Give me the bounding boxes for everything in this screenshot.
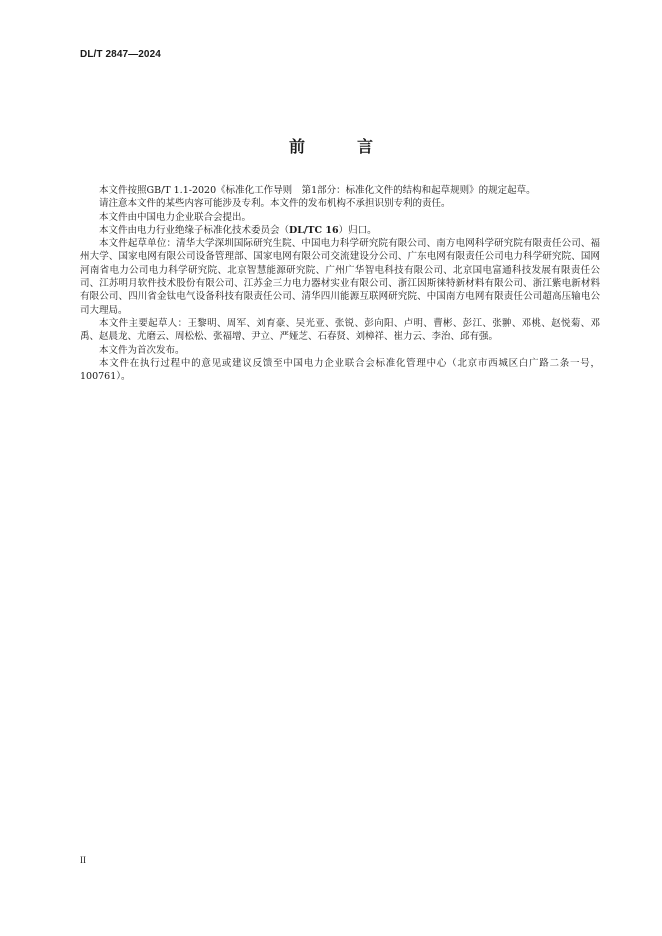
committee-code: DL/TC 16 (289, 224, 339, 236)
paragraph-drafting-rules: 本文件按照GB/T 1.1-2020《标准化工作导则 第1部分：标准化文件的结构和起草规则》的规定起草。 (99, 185, 536, 196)
foreword-body (80, 184, 600, 383)
paragraph-proposer: 本文件由中国电力企业联合会提出。 (99, 211, 252, 223)
paragraph-feedback: 本文件在执行过程中的意见或建议反馈至中国电力企业联合会标准化管理中心（北京市西城区白广路二条一号，100761）。 (80, 357, 600, 383)
committee-text-pre: 本文件由电力行业绝缘子标准化技术委员会（ (99, 224, 290, 236)
committee-text-post: ）归口。 (338, 224, 377, 236)
paragraph-patent-notice: 请注意本文件的某些内容可能涉及专利。本文件的发布机构不承担识别专利的责任。 (99, 198, 451, 210)
paragraph-drafters: 本文件主要起草人：王黎明、周军、刘育豪、吴光亚、张锐、彭向阳、卢明、曹彬、彭江、张翀、邓桃、赵悦菊、邓禹、赵晨龙、尤磨云、周松松、张福增、尹立、严娅芝、石春贤、刘樟祥、崔力云、李治、邱有强。 (80, 317, 600, 343)
standard-code: DL/T 2847—2024 (80, 49, 161, 60)
paragraph-committee (80, 224, 600, 237)
page-number: II (80, 855, 86, 865)
paragraph-first-release: 本文件为首次发布。 (99, 344, 185, 356)
page-title: 前 言 (288, 137, 391, 156)
paragraph-drafting-units: 本文件起草单位：清华大学深圳国际研究生院、中国电力科学研究院有限公司、南方电网科学研究院有限责任公司、福州大学、国家电网有限公司设备管理部、国家电网有限公司交流建设分公司、广东电网有限责任公司电力科学研究院、国网河南省电力公司电力科学研究院、北京智慧能源研究院、广州广华智电科技有限公司、北京国电富通科技发展有限责任公司、江苏明月软件技术股份有限公司、江苏金三力电力器材实业有限公司、浙江因斯徕特新材料有限公司、浙江紫电新材料有限公司、四川省金钛电气设备科技有限责任公司、清华四川能源互联网研究院、中国南方电网有限责任公司超高压输电公司大理局。 (80, 238, 600, 316)
